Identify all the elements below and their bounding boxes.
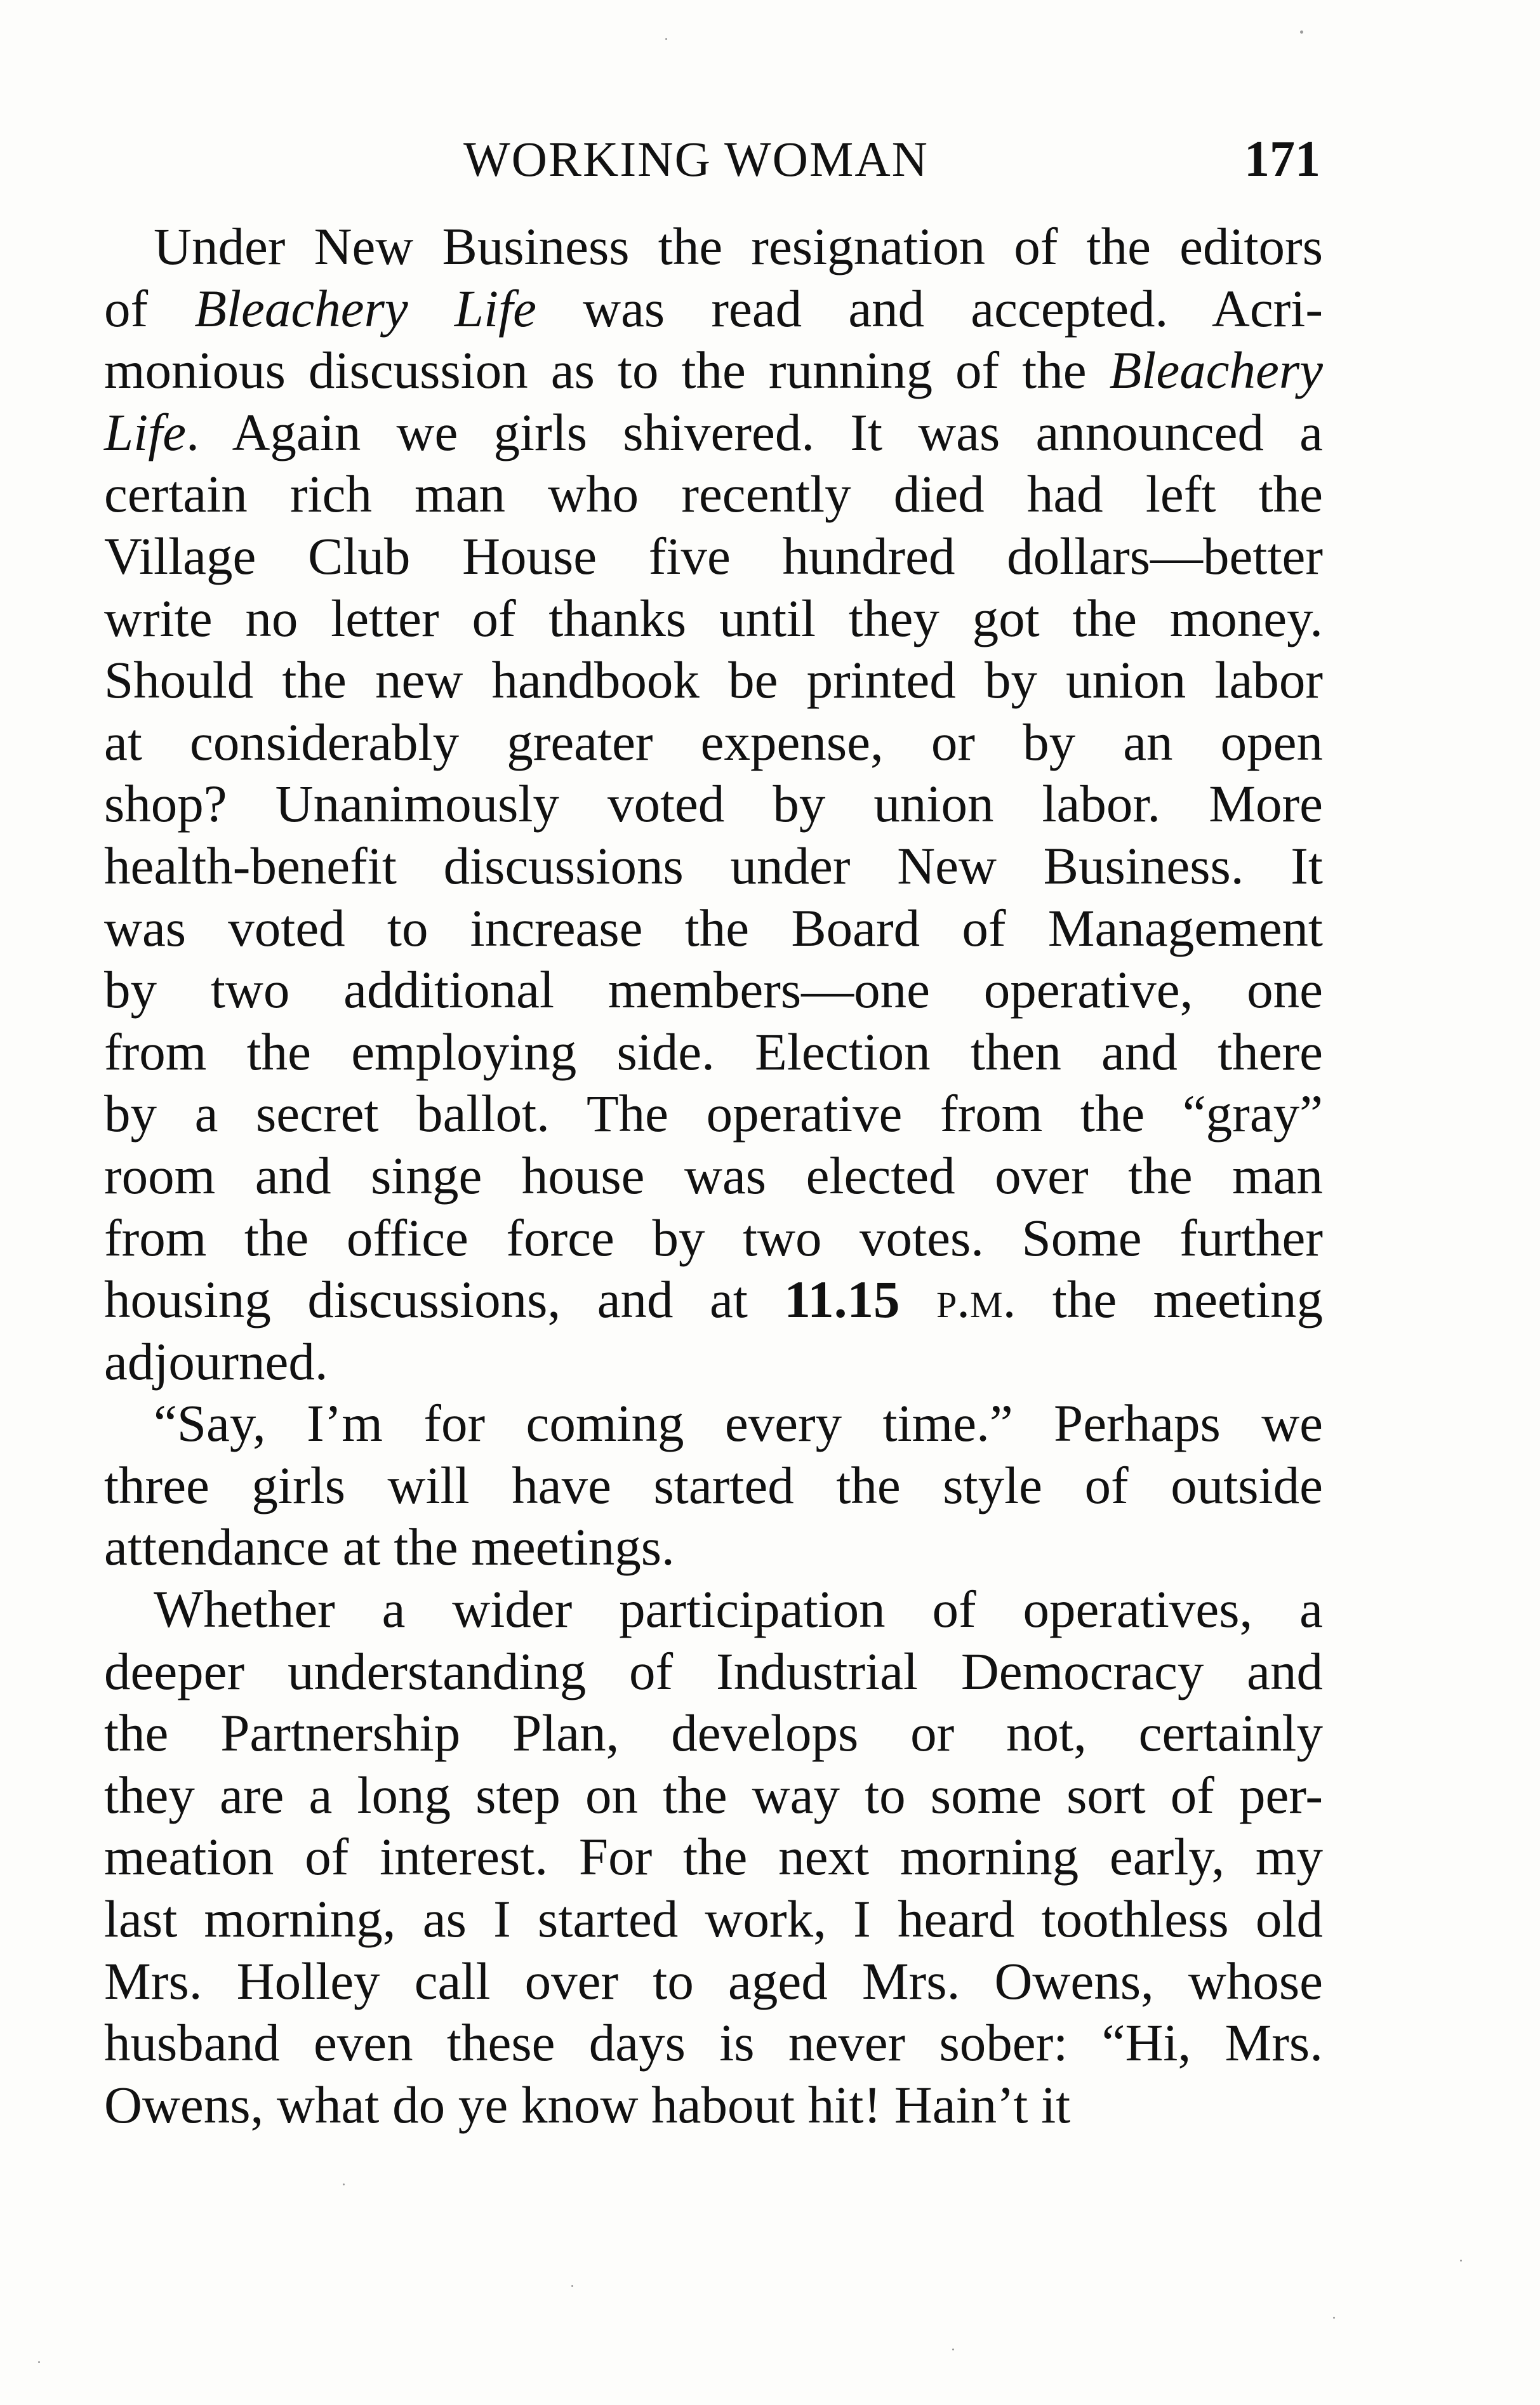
text-line	[104, 1888, 1323, 1951]
text-line	[104, 1516, 1323, 1579]
text-run: Owens, what do ye know habout hit! Hain’t it	[104, 2075, 1071, 2134]
text-line	[104, 712, 1323, 774]
text-run: Mrs. Holley call over to aged Mrs. Owens, whose	[104, 1951, 1323, 2010]
text-run: attendance at the meetings.	[104, 1518, 675, 1577]
text-line	[104, 773, 1323, 835]
text-run: at considerably greater expense, or by an open	[104, 712, 1323, 771]
text-run: write no letter of thanks until they got the money.	[104, 588, 1323, 647]
text-line	[104, 340, 1323, 402]
text-run: room and singe house was elected over the man	[104, 1146, 1323, 1205]
text-line	[104, 1269, 1323, 1331]
italic-text: Life	[104, 402, 187, 461]
text-run: Under New Business the resignation of the editors	[154, 217, 1323, 275]
bold-text: 11.15	[784, 1270, 900, 1329]
paper-speck	[1333, 2317, 1335, 2319]
paper-speck	[665, 38, 667, 40]
paper-speck	[38, 2361, 40, 2363]
body-text	[104, 216, 1323, 2136]
small-caps-text: p.m.	[936, 1270, 1016, 1329]
text-run	[900, 1270, 936, 1328]
text-run: . Again we girls shivered. It was announced a	[186, 402, 1323, 461]
text-line	[104, 1455, 1323, 1517]
text-run: from the employing side. Election then and there	[104, 1022, 1323, 1081]
text-run: was read and accepted. Acri-	[536, 279, 1323, 338]
text-line	[104, 1826, 1323, 1888]
text-line	[104, 463, 1323, 526]
text-run: Should the new handbook be printed by union labor	[104, 651, 1323, 710]
text-line	[104, 1083, 1323, 1145]
paper-speck	[1460, 2260, 1462, 2262]
text-line	[104, 402, 1323, 464]
page-number: 171	[1244, 131, 1320, 187]
text-run: deeper understanding of Industrial Democracy and	[104, 1641, 1323, 1700]
text-line	[104, 1765, 1323, 1827]
text-run: by a secret ballot. The operative from the “gray”	[104, 1084, 1323, 1143]
text-line	[104, 216, 1323, 278]
text-run: the Partnership Plan, develops or not, certainly	[104, 1704, 1323, 1763]
text-run: was voted to increase the Board of Management	[104, 898, 1323, 957]
text-run: last morning, as I started work, I heard toothless old	[104, 1890, 1323, 1949]
text-run: Village Club House five hundred dollars—better	[104, 526, 1323, 585]
paper-speck	[571, 2285, 573, 2287]
text-run: the meeting	[1016, 1270, 1324, 1329]
text-line	[104, 1393, 1323, 1455]
italic-text: Bleachery Life	[194, 279, 536, 338]
text-line	[104, 1951, 1323, 2013]
text-run: meation of interest. For the next morning early, my	[104, 1827, 1323, 1886]
text-line	[104, 1641, 1323, 1703]
text-run: Whether a wider participation of operatives, a	[154, 1580, 1323, 1639]
text-run: shop? Unanimously voted by union labor. More	[104, 774, 1323, 833]
text-line	[104, 898, 1323, 960]
text-run: from the office force by two votes. Some further	[104, 1208, 1323, 1267]
text-run: adjourned.	[104, 1332, 328, 1391]
page-header	[102, 124, 1320, 194]
paragraph	[104, 1393, 1323, 1579]
text-line	[104, 835, 1323, 898]
paragraph	[104, 216, 1323, 1393]
text-line	[104, 649, 1323, 712]
text-run: health-benefit discussions under New Business. It	[104, 836, 1323, 895]
text-line	[104, 1207, 1323, 1269]
text-line	[104, 526, 1323, 588]
running-title: WORKING WOMAN	[463, 131, 929, 187]
text-line	[104, 1145, 1323, 1207]
text-line	[104, 278, 1323, 340]
text-run: monious discussion as to the running of the	[104, 341, 1110, 400]
text-run: housing discussions, and at	[104, 1270, 785, 1329]
paper-speck	[952, 2349, 954, 2350]
text-run: “Say, I’m for coming every time.” Perhaps we	[154, 1394, 1323, 1453]
text-run: they are a long step on the way to some sort of per-	[104, 1765, 1323, 1824]
text-run: certain rich man who recently died had left the	[104, 465, 1323, 524]
paper-speck	[343, 2183, 345, 2185]
text-run: three girls will have started the style of outside	[104, 1455, 1323, 1514]
text-line	[104, 2012, 1323, 2074]
paper-speck	[1300, 30, 1303, 34]
text-line	[104, 588, 1323, 650]
text-line	[104, 1579, 1323, 1641]
text-run: by two additional members—one operative, one	[104, 960, 1323, 1019]
text-line	[104, 959, 1323, 1021]
text-run: husband even these days is never sober: “Hi, Mrs.	[104, 2013, 1323, 2072]
text-line	[104, 1331, 1323, 1393]
text-run: of	[104, 279, 195, 338]
paragraph	[104, 1579, 1323, 2136]
italic-text: Bleachery	[1109, 341, 1323, 400]
text-line	[104, 2074, 1323, 2137]
text-line	[104, 1021, 1323, 1083]
text-line	[104, 1702, 1323, 1765]
